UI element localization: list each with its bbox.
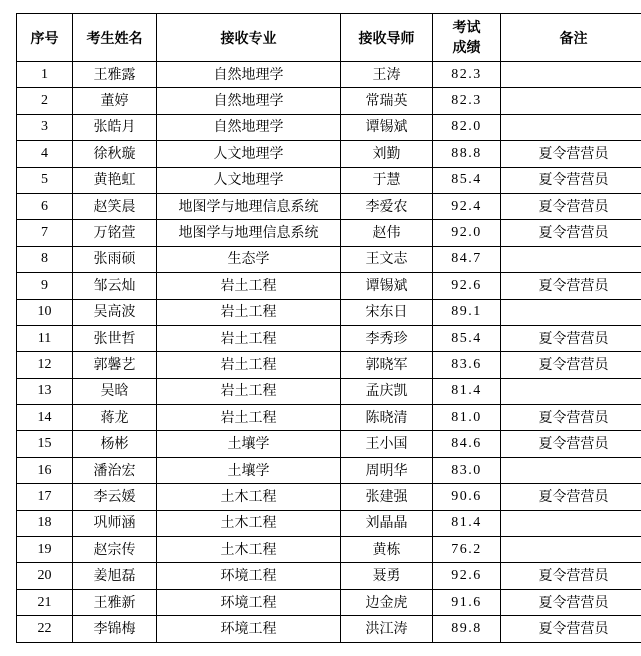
cell-score: 83.0 [433,457,501,483]
cell-score: 82.0 [433,114,501,140]
cell-name: 王雅露 [73,62,157,88]
cell-major: 岩土工程 [157,325,341,351]
header-no: 序号 [17,14,73,62]
cell-tutor: 刘晶晶 [341,510,433,536]
cell-major: 岩土工程 [157,352,341,378]
cell-name: 王雅新 [73,589,157,615]
cell-name: 巩师涵 [73,510,157,536]
cell-note: 夏令营营员 [501,325,641,351]
cell-score: 92.6 [433,273,501,299]
cell-no: 20 [17,563,73,589]
cell-major: 自然地理学 [157,62,341,88]
cell-name: 万铭萱 [73,220,157,246]
cell-name: 潘治宏 [73,457,157,483]
cell-major: 环境工程 [157,589,341,615]
cell-note: 夏令营营员 [501,431,641,457]
cell-major: 岩土工程 [157,405,341,431]
table-row [17,114,641,140]
cell-note [501,62,641,88]
table-row [17,220,641,246]
cell-no: 15 [17,431,73,457]
cell-major: 岩土工程 [157,299,341,325]
cell-no: 7 [17,220,73,246]
cell-note [501,299,641,325]
cell-tutor: 孟庆凯 [341,378,433,404]
table-row [17,510,641,536]
cell-tutor: 李爱农 [341,193,433,219]
cell-tutor: 周明华 [341,457,433,483]
cell-name: 张雨硕 [73,246,157,272]
table-row [17,246,641,272]
admission-table [16,13,641,643]
cell-note [501,88,641,114]
cell-name: 董婷 [73,88,157,114]
cell-name: 邹云灿 [73,273,157,299]
cell-major: 土壤学 [157,457,341,483]
cell-note: 夏令营营员 [501,589,641,615]
cell-major: 环境工程 [157,616,341,642]
cell-no: 14 [17,405,73,431]
cell-note [501,246,641,272]
cell-score: 92.0 [433,220,501,246]
cell-no: 17 [17,484,73,510]
cell-name: 徐秋璇 [73,141,157,167]
cell-note: 夏令营营员 [501,273,641,299]
cell-major: 人文地理学 [157,141,341,167]
cell-tutor: 王涛 [341,62,433,88]
cell-score: 85.4 [433,325,501,351]
cell-no: 4 [17,141,73,167]
cell-score: 85.4 [433,167,501,193]
cell-name: 张世哲 [73,325,157,351]
cell-no: 12 [17,352,73,378]
table-body [17,62,641,643]
cell-score: 90.6 [433,484,501,510]
cell-tutor: 王文志 [341,246,433,272]
cell-name: 赵笑晨 [73,193,157,219]
cell-tutor: 陈晓清 [341,405,433,431]
cell-note [501,537,641,563]
cell-major: 地图学与地理信息系统 [157,220,341,246]
cell-score: 81.4 [433,510,501,536]
header-score-line1: 考试 [452,19,481,36]
cell-score: 92.6 [433,563,501,589]
cell-major: 地图学与地理信息系统 [157,193,341,219]
cell-tutor: 常瑞英 [341,88,433,114]
table-row [17,616,641,642]
cell-score: 89.1 [433,299,501,325]
cell-major: 土木工程 [157,510,341,536]
header-score [433,14,501,62]
table-row [17,273,641,299]
cell-name: 吴晗 [73,378,157,404]
cell-name: 李锦梅 [73,616,157,642]
cell-tutor: 聂勇 [341,563,433,589]
cell-score: 88.8 [433,141,501,167]
table-row [17,167,641,193]
cell-score: 82.3 [433,88,501,114]
cell-tutor: 谭锡斌 [341,273,433,299]
table-row [17,325,641,351]
cell-tutor: 张建强 [341,484,433,510]
cell-major: 自然地理学 [157,88,341,114]
cell-no: 18 [17,510,73,536]
cell-note: 夏令营营员 [501,167,641,193]
table-row [17,484,641,510]
cell-note: 夏令营营员 [501,563,641,589]
cell-major: 岩土工程 [157,378,341,404]
cell-note: 夏令营营员 [501,616,641,642]
cell-note: 夏令营营员 [501,405,641,431]
cell-name: 杨彬 [73,431,157,457]
cell-no: 3 [17,114,73,140]
cell-name: 赵宗传 [73,537,157,563]
cell-note: 夏令营营员 [501,193,641,219]
cell-tutor: 于慧 [341,167,433,193]
cell-score: 84.7 [433,246,501,272]
cell-no: 1 [17,62,73,88]
table-row [17,537,641,563]
cell-note: 夏令营营员 [501,484,641,510]
cell-name: 李云媛 [73,484,157,510]
cell-name: 张皓月 [73,114,157,140]
cell-tutor: 宋东日 [341,299,433,325]
cell-no: 11 [17,325,73,351]
cell-no: 22 [17,616,73,642]
table-row [17,299,641,325]
cell-note [501,457,641,483]
table-row [17,589,641,615]
table-row [17,563,641,589]
cell-score: 81.0 [433,405,501,431]
cell-name: 蒋龙 [73,405,157,431]
table-row [17,193,641,219]
cell-note: 夏令营营员 [501,352,641,378]
table-row [17,141,641,167]
cell-score: 82.3 [433,62,501,88]
cell-no: 10 [17,299,73,325]
table-row [17,88,641,114]
table-row [17,405,641,431]
cell-score: 89.8 [433,616,501,642]
cell-name: 姜旭磊 [73,563,157,589]
cell-no: 16 [17,457,73,483]
table-row [17,431,641,457]
cell-major: 土木工程 [157,484,341,510]
cell-tutor: 谭锡斌 [341,114,433,140]
cell-no: 9 [17,273,73,299]
cell-major: 人文地理学 [157,167,341,193]
cell-tutor: 王小国 [341,431,433,457]
header-score-line2: 成绩 [452,39,481,56]
cell-tutor: 刘勤 [341,141,433,167]
cell-no: 8 [17,246,73,272]
header-tutor: 接收导师 [341,14,433,62]
header-major: 接收专业 [157,14,341,62]
header-note: 备注 [501,14,641,62]
header-name: 考生姓名 [73,14,157,62]
cell-tutor: 黄栋 [341,537,433,563]
cell-major: 岩土工程 [157,273,341,299]
table-row [17,378,641,404]
cell-tutor: 赵伟 [341,220,433,246]
cell-no: 21 [17,589,73,615]
cell-tutor: 李秀珍 [341,325,433,351]
cell-note: 夏令营营员 [501,220,641,246]
cell-no: 2 [17,88,73,114]
cell-name: 郭馨艺 [73,352,157,378]
table-row [17,62,641,88]
cell-no: 5 [17,167,73,193]
cell-major: 自然地理学 [157,114,341,140]
cell-no: 13 [17,378,73,404]
cell-tutor: 洪江涛 [341,616,433,642]
cell-major: 生态学 [157,246,341,272]
cell-major: 土壤学 [157,431,341,457]
cell-tutor: 郭晓军 [341,352,433,378]
cell-score: 76.2 [433,537,501,563]
cell-score: 92.4 [433,193,501,219]
cell-no: 19 [17,537,73,563]
table-row [17,457,641,483]
cell-note [501,114,641,140]
cell-score: 83.6 [433,352,501,378]
cell-tutor: 边金虎 [341,589,433,615]
cell-major: 土木工程 [157,537,341,563]
cell-score: 81.4 [433,378,501,404]
cell-score: 91.6 [433,589,501,615]
cell-name: 吴高波 [73,299,157,325]
cell-name: 黄艳虹 [73,167,157,193]
cell-note [501,378,641,404]
cell-note: 夏令营营员 [501,141,641,167]
cell-score: 84.6 [433,431,501,457]
cell-major: 环境工程 [157,563,341,589]
cell-no: 6 [17,193,73,219]
cell-note [501,510,641,536]
header-row [17,14,641,62]
table-row [17,352,641,378]
